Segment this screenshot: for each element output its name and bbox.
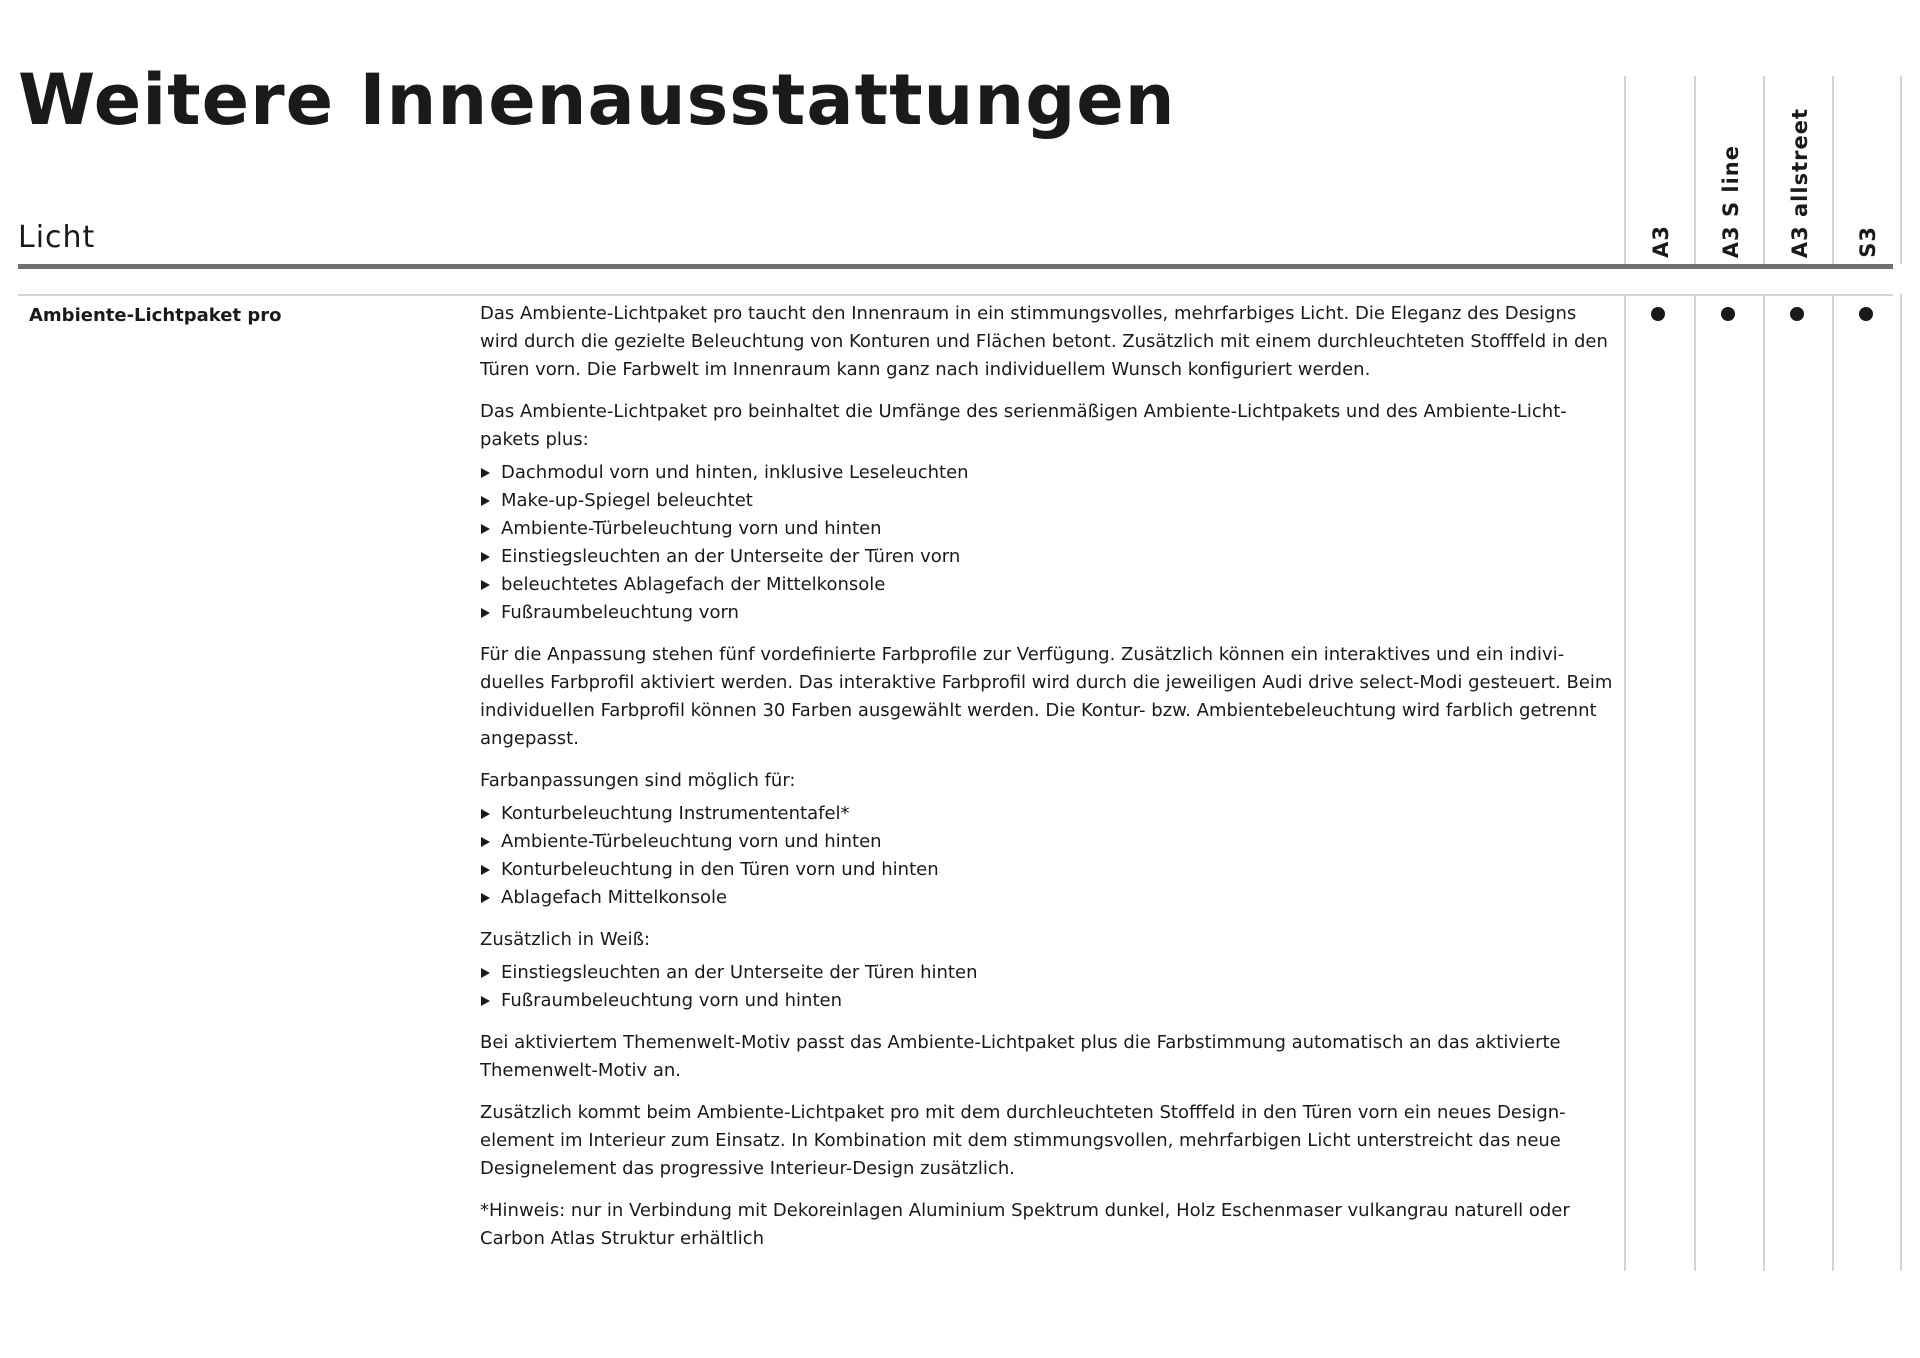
section-label: Licht [18,220,96,255]
column-header-s3 [1833,86,1902,258]
list-item [480,543,1615,571]
list-item-text: Ablagefach Mittelkonsole [501,887,728,908]
list-item-text: Ambiente-Türbeleuchtung vorn und hinten [501,518,882,539]
list-item [480,800,1615,828]
list-item-text: Ambiente-Türbeleuchtung vorn und hinten [501,831,882,852]
column-header-label: A3 [1648,225,1673,258]
column-divider [1900,294,1902,1271]
column-header-a3-s-line [1696,86,1765,258]
availability-dot-a3 [1651,307,1665,321]
column-header-label: A3 allstreet [1787,107,1812,258]
triangle-bullet-icon [481,809,490,819]
row-description [480,300,1615,1267]
column-header-a3-allstreet [1765,86,1834,258]
list-item-text: Fußraumbeleuchtung vorn und hinten [501,990,842,1011]
column-divider [1763,294,1765,1271]
list-item-text: beleuchtetes Ablagefach der Mittelkonsole [501,574,886,595]
list-item [480,884,1615,912]
list-item [480,599,1615,627]
list-item-text: Einstiegsleuchten an der Unterseite der Türen hinten [501,962,978,983]
list-item [480,856,1615,884]
triangle-bullet-icon [481,524,490,534]
triangle-bullet-icon [481,552,490,562]
triangle-bullet-icon [481,837,490,847]
list-item-text: Make-up-Spiegel beleuchtet [501,490,753,511]
list-item [480,959,1615,987]
triangle-bullet-icon [481,968,490,978]
list-item-text: Konturbeleuchtung in den Türen vorn und hinten [501,859,939,880]
list-item [480,828,1615,856]
column-header-label: A3 S line [1718,144,1743,258]
availability-dot-a3-allstreet [1790,307,1804,321]
list-item-text: Einstiegsleuchten an der Unterseite der Türen vorn [501,546,961,567]
page-title: Weitere Innenausstattungen [18,59,1176,141]
list-item-text: Dachmodul vorn und hinten, inklusive Leseleuchten [501,462,969,483]
description-paragraph: Bei aktiviertem Themenwelt-Motiv passt das Ambiente-Lichtpaket plus die Farbstimmung automatisch an das aktivierte Themenwelt-Motiv an. [480,1032,1561,1081]
list-item [480,459,1615,487]
column-header-label: S3 [1855,226,1880,258]
header-rule [18,264,1893,269]
column-divider [1624,294,1626,1271]
column-divider [1694,294,1696,1271]
description-paragraph: Zusätzlich kommt beim Ambiente-Lichtpaket pro mit dem durchleuchteten Stofffeld in den Türen vorn ein neues Designelement im Interieur zum Einsatz. In Kombination mit dem stimmungsvollen, mehrfarbigen Licht unterstreicht das neue Designelement das progressive Interieur-Design zusätzlich. [480,1102,1566,1179]
triangle-bullet-icon [481,580,490,590]
triangle-bullet-icon [481,865,490,875]
description-paragraph: Das Ambiente-Lichtpaket pro taucht den Innenraum in ein stimmungsvolles, mehrfarbiges Licht. Die Eleganz des Designs wird durch die gezielte Beleuchtung von Konturen und Flächen betont. Zusätzlich mit einem durchleuchteten Stofffeld in den Türen vorn. Die Farbwelt im Innenraum kann ganz nach individuellem Wunsch konfiguriert werden. [480,303,1608,380]
row-label: Ambiente-Lichtpaket pro [29,305,282,326]
availability-dot-s3 [1859,307,1873,321]
triangle-bullet-icon [481,996,490,1006]
footnote: *Hinweis: nur in Verbindung mit Dekoreinlagen Aluminium Spektrum dunkel, Holz Eschenmaser vulkangrau naturell oder Carbon Atlas Struktur erhältlich [480,1200,1570,1249]
list-item-text: Fußraumbeleuchtung vorn [501,602,739,623]
list-item [480,515,1615,543]
triangle-bullet-icon [481,496,490,506]
description-paragraph: Zusätzlich in Weiß: [480,929,651,950]
column-header-a3 [1626,86,1695,258]
list-item [480,487,1615,515]
list-item-text: Konturbeleuchtung Instrumententafel* [501,803,850,824]
availability-dot-a3-s-line [1721,307,1735,321]
row-divider [18,294,1893,296]
triangle-bullet-icon [481,893,490,903]
column-divider [1832,294,1834,1271]
description-paragraph: Das Ambiente-Lichtpaket pro beinhaltet die Umfänge des serienmäßigen Ambiente-Lichtpakets und des Ambiente-Lichtpakets plus: [480,401,1567,450]
feature-list [480,800,1615,912]
feature-list [480,459,1615,627]
feature-list [480,959,1615,1015]
description-paragraph: Für die Anpassung stehen fünf vordefinierte Farbprofile zur Verfügung. Zusätzlich können ein interaktives und ein individuelles Farbprofil aktiviert werden. Das interaktive Farbprofil wird durch die jeweiligen Audi drive select-Modi gesteuert. Beim individuellen Farbprofil können 30 Farben ausgewählt werden. Die Kontur- bzw. Ambientebeleuchtung wird farblich getrennt angepasst. [480,644,1613,749]
triangle-bullet-icon [481,468,490,478]
list-item [480,571,1615,599]
triangle-bullet-icon [481,608,490,618]
description-paragraph: Farbanpassungen sind möglich für: [480,770,796,791]
list-item [480,987,1615,1015]
